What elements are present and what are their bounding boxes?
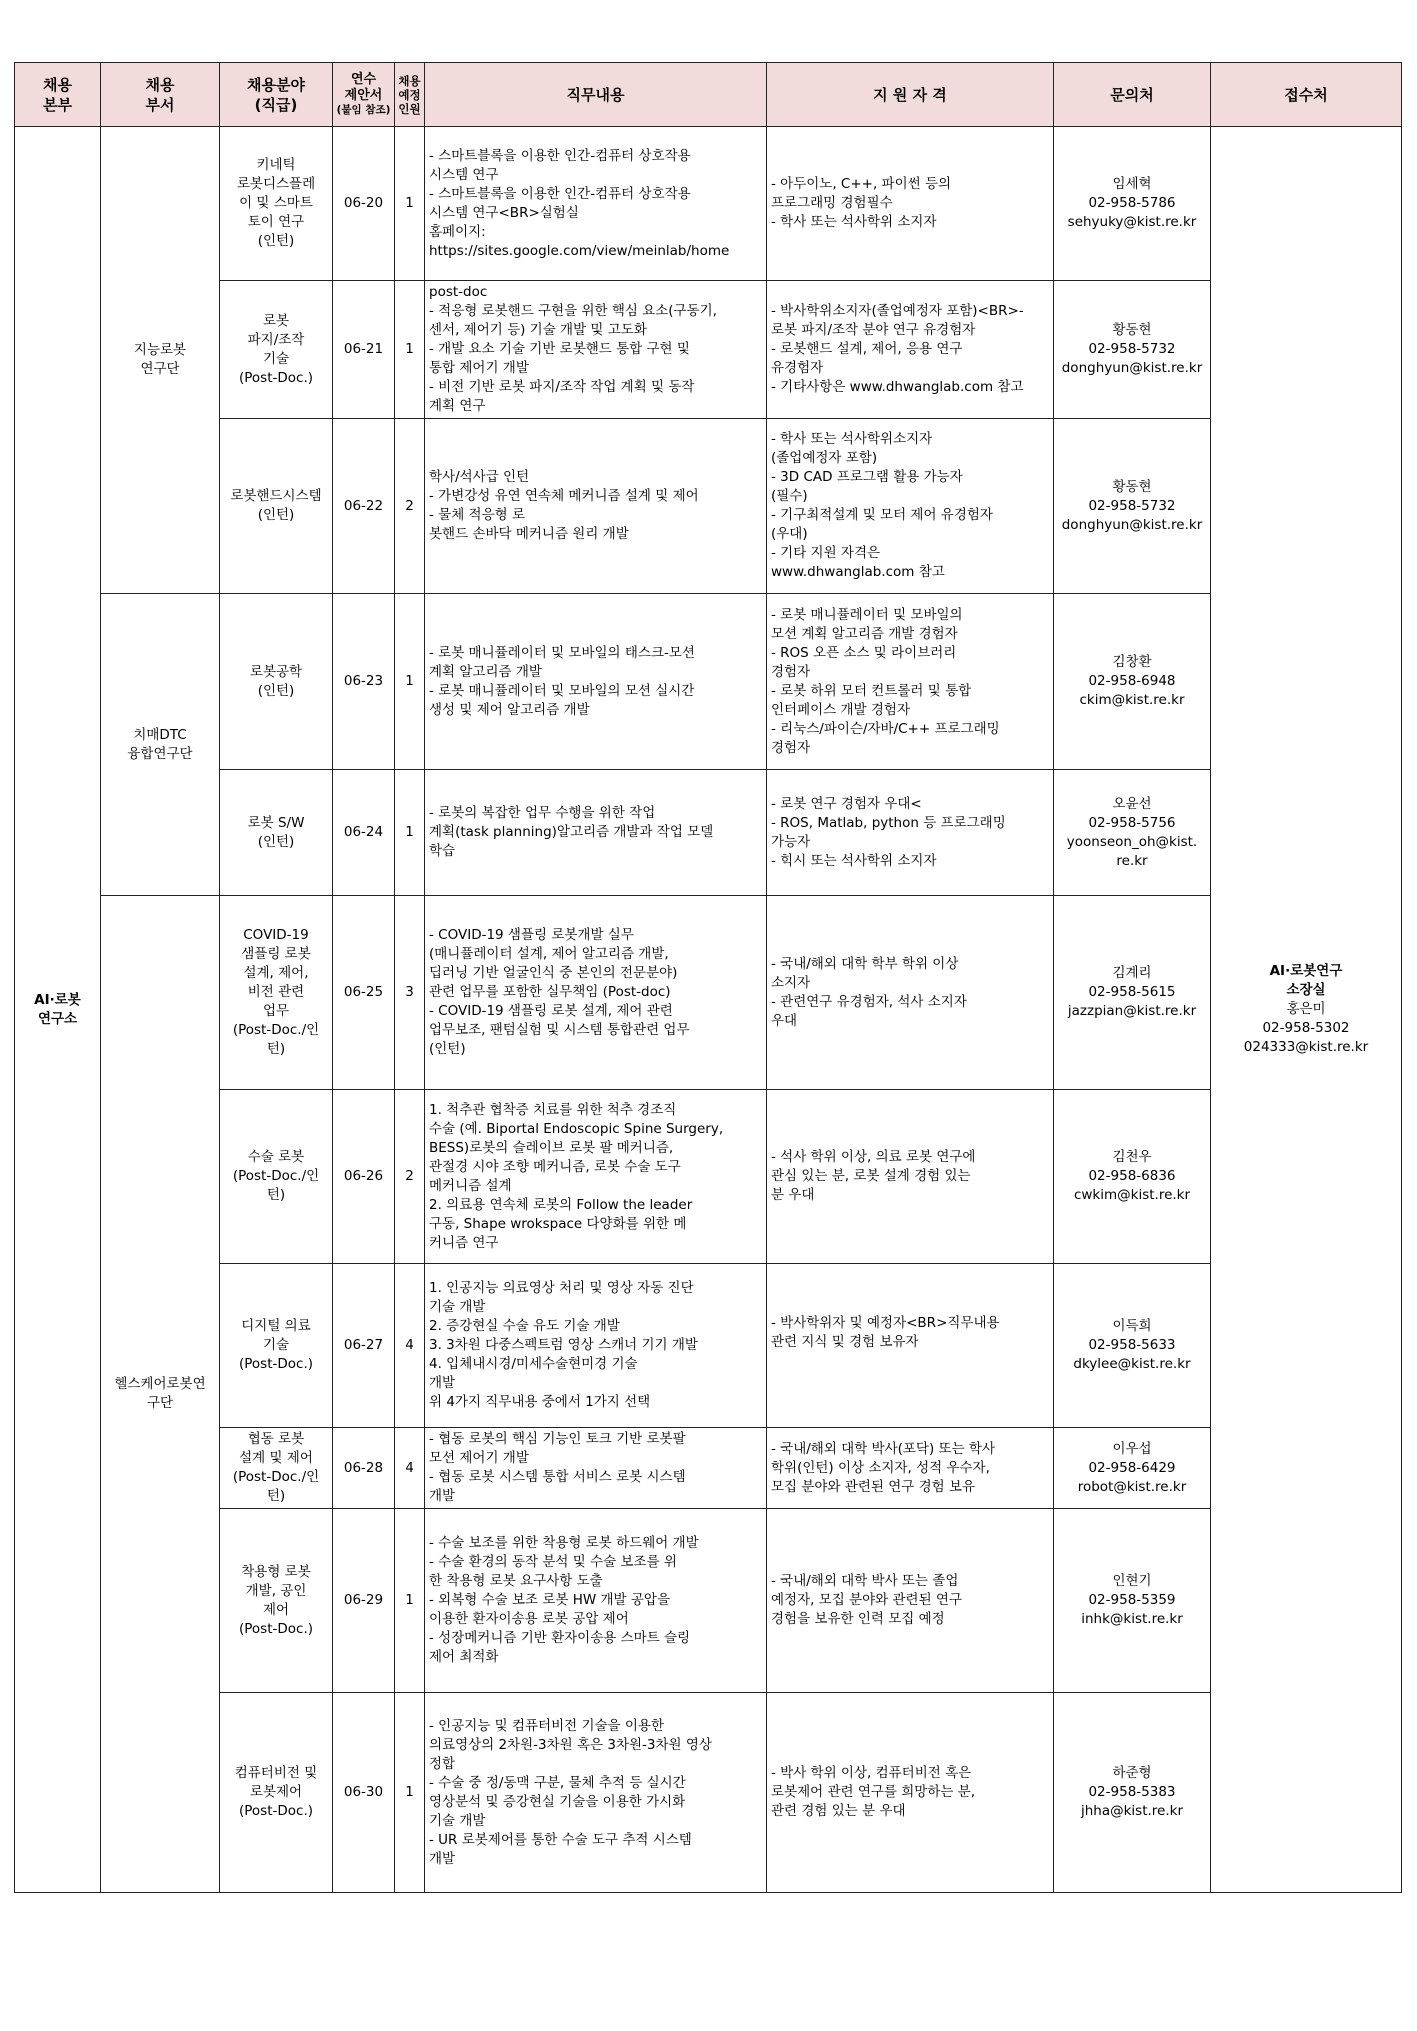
reception-phone: 02-958-5302 [1262, 1020, 1350, 1036]
contact-cell: 인현기 02-958-5359 inhk@kist.re.kr [1054, 1509, 1211, 1693]
qualifications-cell: - 국내/해외 대학 학부 학위 이상 소지자 - 관련연구 유경험자, 석사 소지자 우대 [767, 896, 1054, 1090]
duties-cell: - 수술 보조를 위한 착용형 로봇 하드웨어 개발 - 수술 환경의 동작 분석 및 수술 보조를 위 한 착용형 로봇 요구사항 도출 - 외복형 수술 보조 로봇 HW 개발 공압을 이용한 환자이송용 로봇 공압 제어 - 성장메커니즘 기반 환자이송용 스마트 슬링 제어 최적화 [425, 1509, 767, 1693]
table-row [15, 1428, 1402, 1509]
field-cell: 협동 로봇 설계 및 제어 (Post-Doc./인턴) [220, 1428, 333, 1509]
contact-cell: 오윤선 02-958-5756 yoonseon_oh@kist. re.kr [1054, 770, 1211, 896]
duties-cell: - 스마트블록을 이용한 인간-컴퓨터 상호작용 시스템 연구 - 스마트블록을 이용한 인간-컴퓨터 상호작용 시스템 연구<BR>실험실 홈페이지: https://sites.google.com/view/meinlab/home [425, 127, 767, 281]
headcount: 4 [395, 1428, 425, 1509]
header-department: 채용 부서 [101, 63, 220, 127]
header-headcount: 채용 예정 인원 [395, 63, 425, 127]
table-row [15, 770, 1402, 896]
department-cell: 헬스케어로봇연 구단 [101, 896, 220, 1893]
headcount: 1 [395, 281, 425, 419]
table-row [15, 1090, 1402, 1264]
contact-cell: 황동현 02-958-5732 donghyun@kist.re.kr [1054, 281, 1211, 419]
headcount: 1 [395, 1693, 425, 1893]
field-cell: 로봇핸드시스템 (인턴) [220, 419, 333, 594]
proposal-code: 06-27 [333, 1264, 395, 1428]
contact-cell: 임세혁 02-958-5786 sehyuky@kist.re.kr [1054, 127, 1211, 281]
contact-cell: 김천우 02-958-6836 cwkim@kist.re.kr [1054, 1090, 1211, 1264]
table-row [15, 1693, 1402, 1893]
duties-cell: - 인공지능 및 컴퓨터비전 기술을 이용한 의료영상의 2차원-3차원 혹은 3차원-3차원 영상 정합 - 수술 중 정/동맥 구분, 물체 추적 등 실시간 영상분석 및 증강현실 기술을 이용한 가시화 기술 개발 - UR 로봇제어를 통한 수술 도구 추적 시스템 개발 [425, 1693, 767, 1893]
reception-office: AI·로봇연구 소장실 [1269, 963, 1343, 998]
header-proposal-label: 연수 제안서 [344, 72, 383, 103]
reception-cell [1211, 127, 1402, 1893]
headcount: 1 [395, 1509, 425, 1693]
qualifications-cell: - 국내/해외 대학 박사(포닥) 또는 학사 학위(인턴) 이상 소지자, 성적 우수자, 모집 분야와 관련된 연구 경험 보유 [767, 1428, 1054, 1509]
reception-name: 홍은미 [1286, 1001, 1326, 1017]
contact-cell: 하준형 02-958-5383 jhha@kist.re.kr [1054, 1693, 1211, 1893]
contact-cell: 김계리 02-958-5615 jazzpian@kist.re.kr [1054, 896, 1211, 1090]
proposal-code: 06-24 [333, 770, 395, 896]
table-row [15, 281, 1402, 419]
headcount: 3 [395, 896, 425, 1090]
duties-cell: - 협동 로봇의 핵심 기능인 토크 기반 로봇팔 모션 제어기 개발 - 협동 로봇 시스템 통합 서비스 로봇 시스템 개발 [425, 1428, 767, 1509]
headcount: 4 [395, 1264, 425, 1428]
headcount: 1 [395, 770, 425, 896]
table-row [15, 1509, 1402, 1693]
table-row [15, 896, 1402, 1090]
header-duties: 직무내용 [425, 63, 767, 127]
proposal-code: 06-26 [333, 1090, 395, 1264]
duties-cell: 1. 인공지능 의료영상 처리 및 영상 자동 진단 기술 개발 2. 증강현실 수술 유도 기술 개발 3. 3차원 다중스펙트럼 영상 스캐너 기기 개발 4. 입체내시경/미세수술현미경 기술 개발 위 4가지 직무내용 중에서 1가지 선택 [425, 1264, 767, 1428]
duties-cell: post-doc - 적응형 로봇핸드 구현을 위한 핵심 요소(구동기, 센서, 제어기 등) 기술 개발 및 고도화 - 개발 요소 기술 기반 로봇핸드 통합 구현 및 통합 제어기 개발 - 비전 기반 로봇 파지/조작 작업 계획 및 동작 계획 연구 [425, 281, 767, 419]
headcount: 2 [395, 1090, 425, 1264]
field-cell: 수술 로봇 (Post-Doc./인턴) [220, 1090, 333, 1264]
field-cell: 컴퓨터비전 및 로봇제어 (Post-Doc.) [220, 1693, 333, 1893]
department-cell: 치매DTC 융합연구단 [101, 594, 220, 896]
header-contact: 문의처 [1054, 63, 1211, 127]
proposal-code: 06-21 [333, 281, 395, 419]
headcount: 2 [395, 419, 425, 594]
department-cell: 지능로봇 연구단 [101, 127, 220, 594]
division-cell: AI·로봇 연구소 [15, 127, 101, 1893]
field-cell: 로봇공학 (인턴) [220, 594, 333, 770]
duties-cell: 학사/석사급 인턴 - 가변강성 유연 연속체 메커니즘 설계 및 제어 - 물체 적응형 로 봇핸드 손바닥 메커니즘 원리 개발 [425, 419, 767, 594]
header-row [15, 63, 1402, 127]
field-cell: COVID-19 샘플링 로봇 설계, 제어, 비전 관련 업무 (Post-Doc./인턴) [220, 896, 333, 1090]
table-row [15, 127, 1402, 281]
duties-cell: - 로봇의 복잡한 업무 수행을 위한 작업 계획(task planning)알고리즘 개발과 작업 모델 학습 [425, 770, 767, 896]
qualifications-cell: - 석사 학위 이상, 의료 로봇 연구에 관심 있는 분, 로봇 설계 경험 있는 분 우대 [767, 1090, 1054, 1264]
header-field: 채용분야 (직급) [220, 63, 333, 127]
table-row [15, 419, 1402, 594]
contact-cell: 이득희 02-958-5633 dkylee@kist.re.kr [1054, 1264, 1211, 1428]
table-row [15, 594, 1402, 770]
field-cell: 키네틱 로봇디스플레 이 및 스마트 토이 연구 (인턴) [220, 127, 333, 281]
recruitment-table [14, 62, 1402, 1893]
proposal-code: 06-22 [333, 419, 395, 594]
field-cell: 착용형 로봇 개발, 공인 제어 (Post-Doc.) [220, 1509, 333, 1693]
contact-cell: 김창환 02-958-6948 ckim@kist.re.kr [1054, 594, 1211, 770]
table-row [15, 1264, 1402, 1428]
header-proposal-note: (붙임 참조) [336, 104, 391, 116]
duties-cell: - 로봇 매니퓰레이터 및 모바일의 태스크-모션 계획 알고리즘 개발 - 로봇 매니퓰레이터 및 모바일의 모션 실시간 생성 및 제어 알고리즘 개발 [425, 594, 767, 770]
contact-cell: 이우섭 02-958-6429 robot@kist.re.kr [1054, 1428, 1211, 1509]
qualifications-cell: - 아두이노, C++, 파이썬 등의 프로그래밍 경험필수 - 학사 또는 석사학위 소지자 [767, 127, 1054, 281]
qualifications-cell: - 국내/해외 대학 박사 또는 졸업 예정자, 모집 분야와 관련된 연구 경험을 보유한 인력 모집 예정 [767, 1509, 1054, 1693]
field-cell: 디지털 의료 기술 (Post-Doc.) [220, 1264, 333, 1428]
headcount: 1 [395, 127, 425, 281]
qualifications-cell: - 학사 또는 석사학위소지자 (졸업예정자 포함) - 3D CAD 프로그램 활용 가능자 (필수) - 기구최적설계 및 모터 제어 유경험자 (우대) - 기타 지원 자격은 www.dhwanglab.com 참고 [767, 419, 1054, 594]
header-proposal [333, 63, 395, 127]
qualifications-cell: - 로봇 매니퓰레이터 및 모바일의 모션 계획 알고리즘 개발 경험자 - ROS 오픈 소스 및 라이브러리 경험자 - 로봇 하위 모터 컨트롤러 및 통합 인터페이스 개발 경험자 - 리눅스/파이슨/자바/C++ 프로그래밍 경험자 [767, 594, 1054, 770]
proposal-code: 06-28 [333, 1428, 395, 1509]
field-cell: 로봇 S/W (인턴) [220, 770, 333, 896]
proposal-code: 06-30 [333, 1693, 395, 1893]
duties-cell: 1. 척추관 협착증 치료를 위한 척추 경조직 수술 (예. Biportal Endoscopic Spine Surgery, BESS)로봇의 슬레이브 로봇 팔 메커니즘, 관절경 시야 조향 메커니즘, 로봇 수술 도구 메커니즘 설계 2. 의료용 연속체 로봇의 Follow the leader 구동, Shape wrokspace 다양화를 위한 메 커니즘 연구 [425, 1090, 767, 1264]
proposal-code: 06-25 [333, 896, 395, 1090]
header-division: 채용 본부 [15, 63, 101, 127]
duties-cell: - COVID-19 샘플링 로봇개발 실무 (매니퓰레이터 설계, 제어 알고리즘 개발, 딥러닝 기반 얼굴인식 중 본인의 전문분야) 관련 업무를 포함한 실무책임 (Post-doc) - COVID-19 샘플링 로봇 설계, 제어 관련 업무보조, 팬텀실험 및 시스템 통합관련 업무 (인턴) [425, 896, 767, 1090]
field-cell: 로봇 파지/조작 기술 (Post-Doc.) [220, 281, 333, 419]
proposal-code: 06-29 [333, 1509, 395, 1693]
headcount: 1 [395, 594, 425, 770]
header-qualifications: 지 원 자 격 [767, 63, 1054, 127]
qualifications-cell: - 박사학위자 및 예정자<BR>직무내용 관련 지식 및 경험 보유자 [767, 1264, 1054, 1428]
reception-email: 024333@kist.re.kr [1243, 1039, 1369, 1055]
qualifications-cell: - 박사 학위 이상, 컴퓨터비전 혹은 로봇제어 관련 연구를 희망하는 분, 관련 경험 있는 분 우대 [767, 1693, 1054, 1893]
qualifications-cell: - 박사학위소지자(졸업예정자 포함)<BR>- 로봇 파지/조작 분야 연구 유경험자 - 로봇핸드 설계, 제어, 응용 연구 유경험자 - 기타사항은 www.dhwanglab.com 참고 [767, 281, 1054, 419]
proposal-code: 06-20 [333, 127, 395, 281]
qualifications-cell: - 로봇 연구 경험자 우대< - ROS, Matlab, python 등 프로그래밍 가능자 - 힉시 또는 석사학위 소지자 [767, 770, 1054, 896]
proposal-code: 06-23 [333, 594, 395, 770]
contact-cell: 황동현 02-958-5732 donghyun@kist.re.kr [1054, 419, 1211, 594]
header-reception: 접수처 [1211, 63, 1402, 127]
